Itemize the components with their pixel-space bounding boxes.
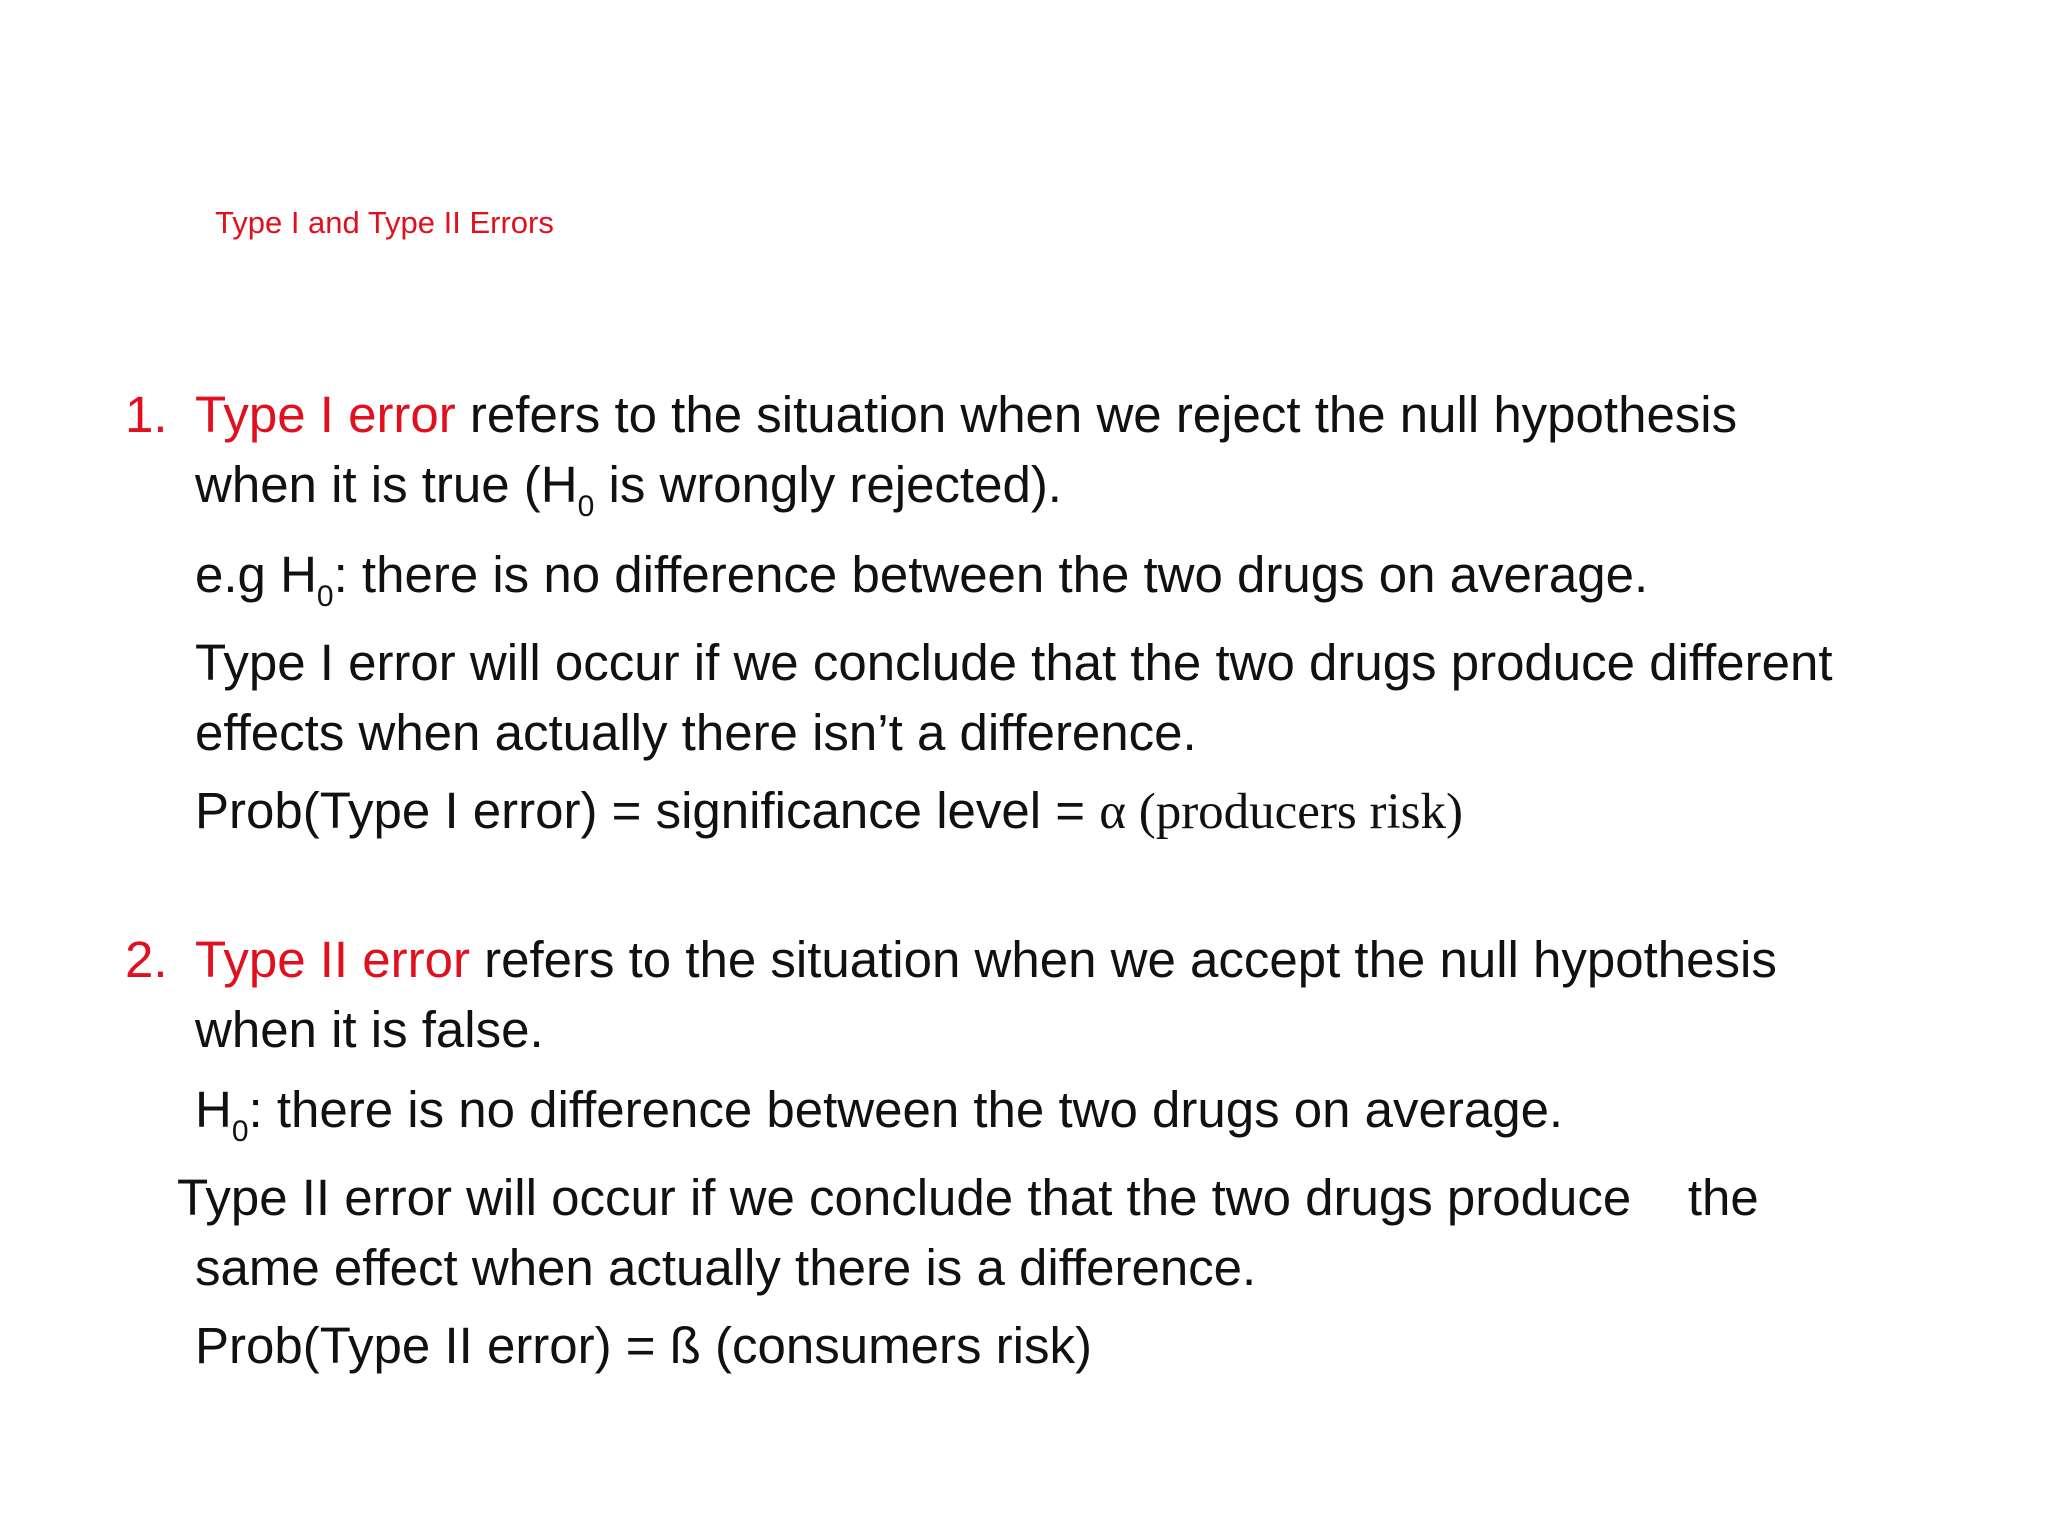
item2-h0-pre: H xyxy=(195,1081,232,1138)
item1-line2-post: is wrongly rejected). xyxy=(594,456,1062,513)
item2-probability: Prob(Type II error) = ß (consumers risk) xyxy=(195,1317,1092,1374)
item1-eg-pre: e.g H xyxy=(195,546,317,603)
item1-eg-subscript: 0 xyxy=(316,580,334,613)
slide-title: Type I and Type II Errors xyxy=(215,205,554,240)
item1-probability xyxy=(125,776,2005,846)
item1-prob-alpha: α (producers risk) xyxy=(1099,784,1464,840)
item2-line2: when it is false. xyxy=(195,1001,544,1058)
item2-number: 2. xyxy=(125,931,168,988)
item1-occur-line2: effects when actually there isn’t a difference. xyxy=(195,704,1197,761)
item1-occur-line1: Type I error will occur if we conclude that the two drugs produce different xyxy=(195,634,1833,691)
item2-occur-line1: Type II error will occur if we conclude that the two drugs produce the xyxy=(177,1169,1759,1226)
item2-term: Type II error xyxy=(195,931,470,988)
item1-line1 xyxy=(125,380,2005,450)
type-one-error-item xyxy=(125,380,2005,846)
item1-line2-subscript: 0 xyxy=(577,490,595,523)
item1-number: 1. xyxy=(125,386,168,443)
item2-h0-post: : there is no difference between the two drugs on average. xyxy=(248,1081,1564,1138)
item1-example xyxy=(125,540,2005,613)
item1-line2-pre: when it is true (H xyxy=(195,456,578,513)
item1-prob-text: Prob(Type I error) = significance level = xyxy=(195,782,1100,839)
item2-h0-subscript: 0 xyxy=(231,1115,249,1148)
item1-line2 xyxy=(125,450,2005,523)
type-two-error-item xyxy=(125,925,2005,1381)
item2-line1-text: refers to the situation when we accept the null hypothesis xyxy=(469,931,1777,988)
item1-line1-text: refers to the situation when we reject the null hypothesis xyxy=(455,386,1738,443)
item1-eg-post: : there is no difference between the two drugs on average. xyxy=(333,546,1649,603)
item1-term: Type I error xyxy=(195,386,456,443)
item2-h0 xyxy=(125,1075,2005,1148)
item2-line1 xyxy=(125,925,2005,995)
item2-occur-line2: same effect when actually there is a difference. xyxy=(195,1239,1257,1296)
